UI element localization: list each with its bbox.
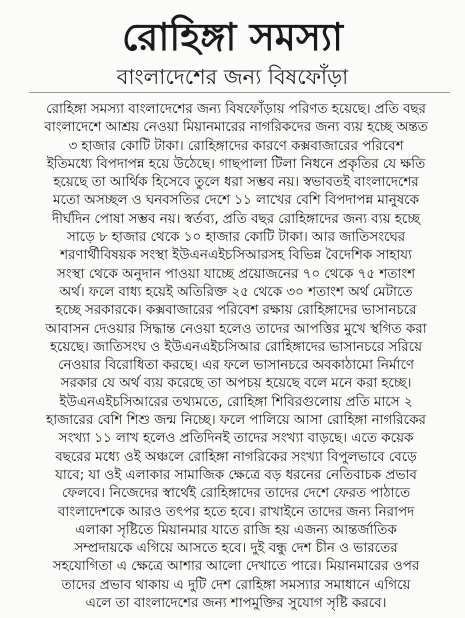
article-line: এলে তা বাংলাদেশের জন্য শাপমুক্তির সুযোগ সৃষ্টি করবে।	[85, 595, 387, 612]
article-line: তাদের প্রভাব থাকায় এ দুটি দেশ রোহিঙ্গা সমস্যার সমাধানে এগিয়ে	[61, 576, 411, 593]
article-line: হচ্ছে সরকারকে। কক্সবাজারের পরিবেশ রক্ষায় রোহিঙ্গাদের ভাসানচরে	[55, 302, 417, 319]
article-line: সংস্থা থেকে অনুদান পাওয়া যাচ্ছে প্রয়োজনের ৭০ থেকে ৭৫ শতাংশ	[56, 265, 416, 282]
article-line: বাংলাদেশে আশ্রয় নেওয়া মিয়ানমারের নাগরিকদের জন্য ব্যয় হচ্ছে অন্তত	[44, 119, 428, 136]
article-line: হয়েছে। জাতিসংঘ ও ইউএনএইচসিআর রোহিঙ্গাদের ভাসানচরে সরিয়ে	[50, 338, 422, 355]
article-line: সহযোগিতা এ ক্ষেত্রে আশার আলো দেখাতে পারে। মিয়ানমারের ওপর	[52, 558, 420, 575]
article-line: ইতিমধ্যে বিপদাপন্ন হয়ে উঠেছে। গাছপালা টিলা নিধনে প্রকৃতির যে ক্ষতি	[46, 155, 426, 172]
article-line: বছরের মধ্যে ওই অঞ্চলে রোহিঙ্গা নাগরিকের সংখ্যা বিপুলভাবে বেড়ে	[55, 448, 417, 465]
article-line: নেওয়ার বিরোধিতা করছে। এর ফলে ভাসানচরে অবকাঠামো নির্মাণে	[57, 357, 415, 374]
article-body	[22, 100, 450, 612]
article-line: সম্প্রদায়কে এগিয়ে আসতে হবে। দুই বন্ধু দেশ চীন ও ভারতের	[74, 540, 398, 557]
headline: রোহিঙ্গা সমস্যা	[122, 14, 343, 59]
article-line: সরকার যে অর্থ ব্যয় করেছে তা অপচয় হয়েছে বলে মনে করা হচ্ছে।	[60, 375, 412, 392]
article-line: অর্থ। ফলে বাধ্য হয়েই অতিরিক্ত ২৫ থেকে ৩০ শতাংশ অর্থ মেটাতে	[59, 283, 413, 300]
article-line: আবাসন দেওয়ার সিদ্ধান্ত নেওয়া হলেও তাদের আপত্তির মুখে স্থগিত করা	[45, 320, 427, 337]
article-line: হাজারের বেশি শিশু জন্ম নিচ্ছে। ফলে পালিয়ে আসা রোহিঙ্গা নাগরিকের	[46, 412, 426, 429]
article-line: বাংলাদেশকে আরও তৎপর হতে হবে। রাখাইনে তাদের জন্য নিরাপদ	[57, 503, 415, 520]
article-line: হয়েছে তা আর্থিক হিসেবে তুলে ধরা সম্ভব নয়। স্বভাবতই বাংলাদেশের	[53, 174, 419, 191]
subheadline: বাংলাদেশের জন্য বিষফোঁড়া	[116, 65, 349, 89]
article-line: মতো অসচ্ছল ও ঘনবসতির দেশে ১১ লাখের বেশি বিপদাপন্ন মানুষকে	[53, 192, 419, 209]
article-line: ইউএনএইচসিআরের তথ্যমতে, রোহিঙ্গা শিবিরগুলোয় প্রতি মাসে ২	[59, 393, 413, 410]
article-line: ফেলবে। নিজেদের স্বার্থেই রোহিঙ্গাদের তাদের দেশে ফেরত পাঠাতে	[61, 485, 411, 502]
article-line: ৩ হাজার কোটি টাকা। রোহিঙ্গাদের কারণে কক্সবাজারের পরিবেশ	[68, 137, 404, 154]
article-line: সংখ্যা ১১ লাখ হলেও প্রতিদিনই তাদের সংখ্যা বাড়ছে। এতে কয়েক	[58, 430, 414, 447]
article-line: যাবে; যা ওই এলাকার সামাজিক ক্ষেত্রে বড় ধরনের নেতিবাচক প্রভাব	[55, 466, 417, 483]
divider	[29, 92, 450, 93]
article-line: দীর্ঘদিন পোষা সম্ভব নয়। স্বর্তব্য, প্রতি বছর রোহিঙ্গাদের জন্য ব্যয় হচ্ছে	[51, 210, 420, 227]
article-line: শরণার্থীবিষয়ক সংস্থা ইউএনএইচসিআরসহ বিভিন্ন বৈদেশিক সাহায্য	[60, 247, 412, 264]
article-line: রোহিঙ্গা সমস্যা বাংলাদেশের জন্য বিষফোঁড়ায় পরিণত হয়েছে। প্রতি বছর	[46, 101, 426, 117]
article-line: এলাকা সৃষ্টিতে মিয়ানমার যাতে রাজি হয় এজন্য আন্তর্জাতিক	[75, 521, 397, 538]
article-line: সাড়ে ৮ হাজার থেকে ১০ হাজার কোটি টাকা। আর জাতিসংঘের	[66, 229, 406, 246]
cropped-top-text	[60, 0, 410, 6]
